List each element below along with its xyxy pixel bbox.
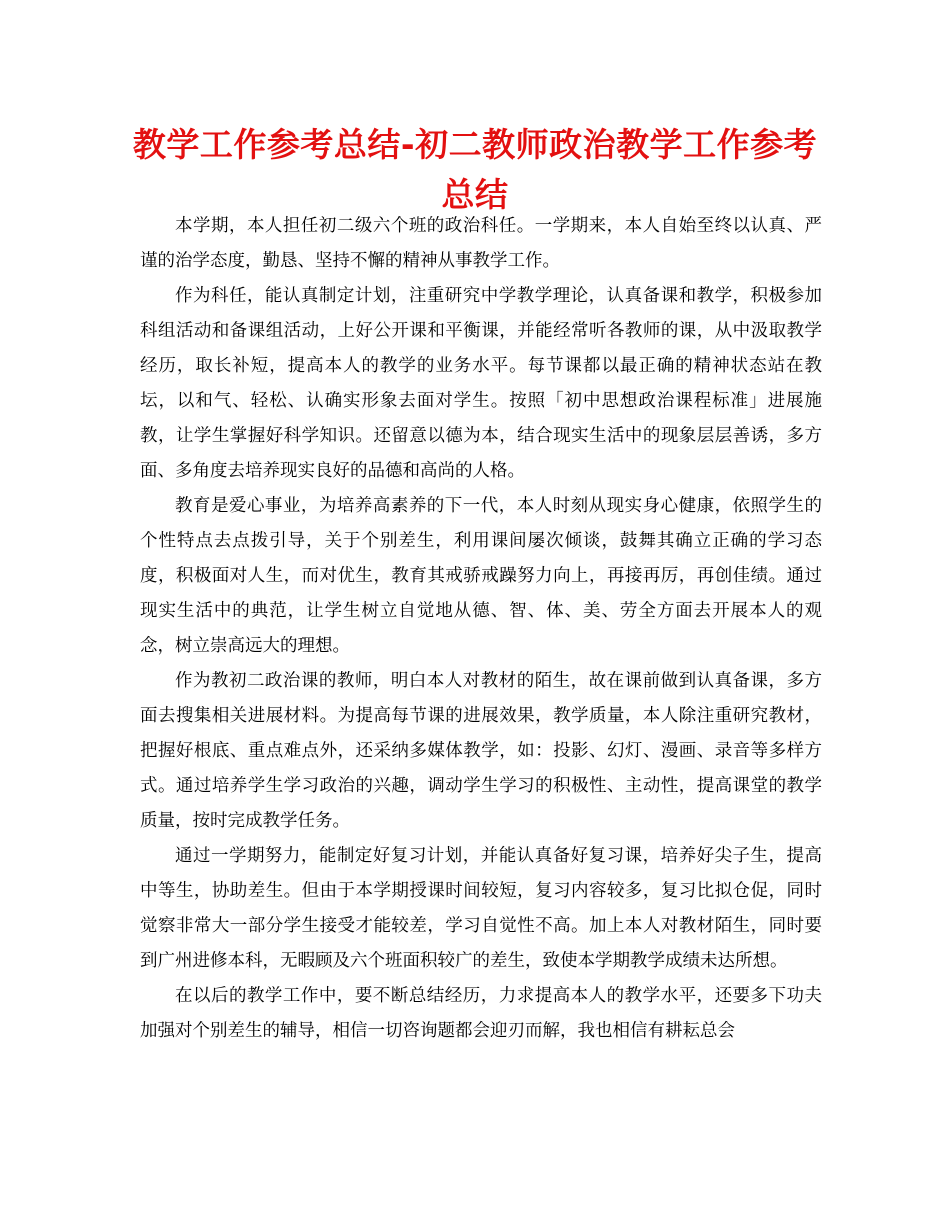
paragraph: 通过一学期努力，能制定好复习计划，并能认真备好复习课，培养好尖子生，提高中等生，协助差生。但由于本学期授课时间较短，复习内容较多，复习比拟仓促，同时觉察非常大一部分学生接受才能较差，学习自觉性不高。加上本人对教材陌生，同时要到广州进修本科，无暇顾及六个班面积较广的差生，致使本学期教学成绩未达所想。 (140, 846, 822, 971)
paragraph: 在以后的教学工作中，要不断总结经历，力求提高本人的教学水平，还要多下功夫加强对个别差生的辅导，相信一切咨询题都会迎刃而解，我也相信有耕耘总会 (140, 986, 822, 1041)
paragraph: 作为教初二政治课的教师，明白本人对教材的陌生，故在课前做到认真备课，多方面去搜集相关进展材料。为提高每节课的进展效果，教学质量，本人除注重研究教材，把握好根底、重点难点外，还采纳多媒体教学，如：投影、幻灯、漫画、录音等多样方式。通过培养学生学习政治的兴趣，调动学生学习的积极性、主动性，提高课堂的教学质量，按时完成教学任务。 (140, 671, 822, 831)
paragraph: 教育是爱心事业，为培养高素养的下一代，本人时刻从现实身心健康，依照学生的个性特点去点拨引导，关于个别差生，利用课间屡次倾谈，鼓舞其确立正确的学习态度，积极面对人生，而对优生，教育其戒骄戒躁努力向上，再接再厉，再创佳绩。通过现实生活中的典范，让学生树立自觉地从德、智、体、美、劳全方面去开展本人的观念，树立崇高远大的理想。 (140, 496, 822, 656)
paragraph: 本学期，本人担任初二级六个班的政治科任。一学期来，本人自始至终以认真、严谨的治学态度，勤恳、坚持不懈的精神从事教学工作。 (140, 216, 822, 271)
document-title: 教学工作参考总结-初二教师政治教学工作参考总结 (132, 125, 818, 214)
paragraph: 作为科任，能认真制定计划，注重研究中学教学理论，认真备课和教学，积极参加科组活动和备课组活动，上好公开课和平衡课，并能经常听各教师的课，从中汲取教学经历，取长补短，提高本人的教学的业务水平。每节课都以最正确的精神状态站在教坛，以和气、轻松、认确实形象去面对学生。按照「初中思想政治课程标准」进展施教，让学生掌握好科学知识。还留意以德为本，结合现实生活中的现象层层善诱，多方面、多角度去培养现实良好的品德和高尚的人格。 (140, 286, 822, 481)
document-body (140, 209, 822, 1049)
